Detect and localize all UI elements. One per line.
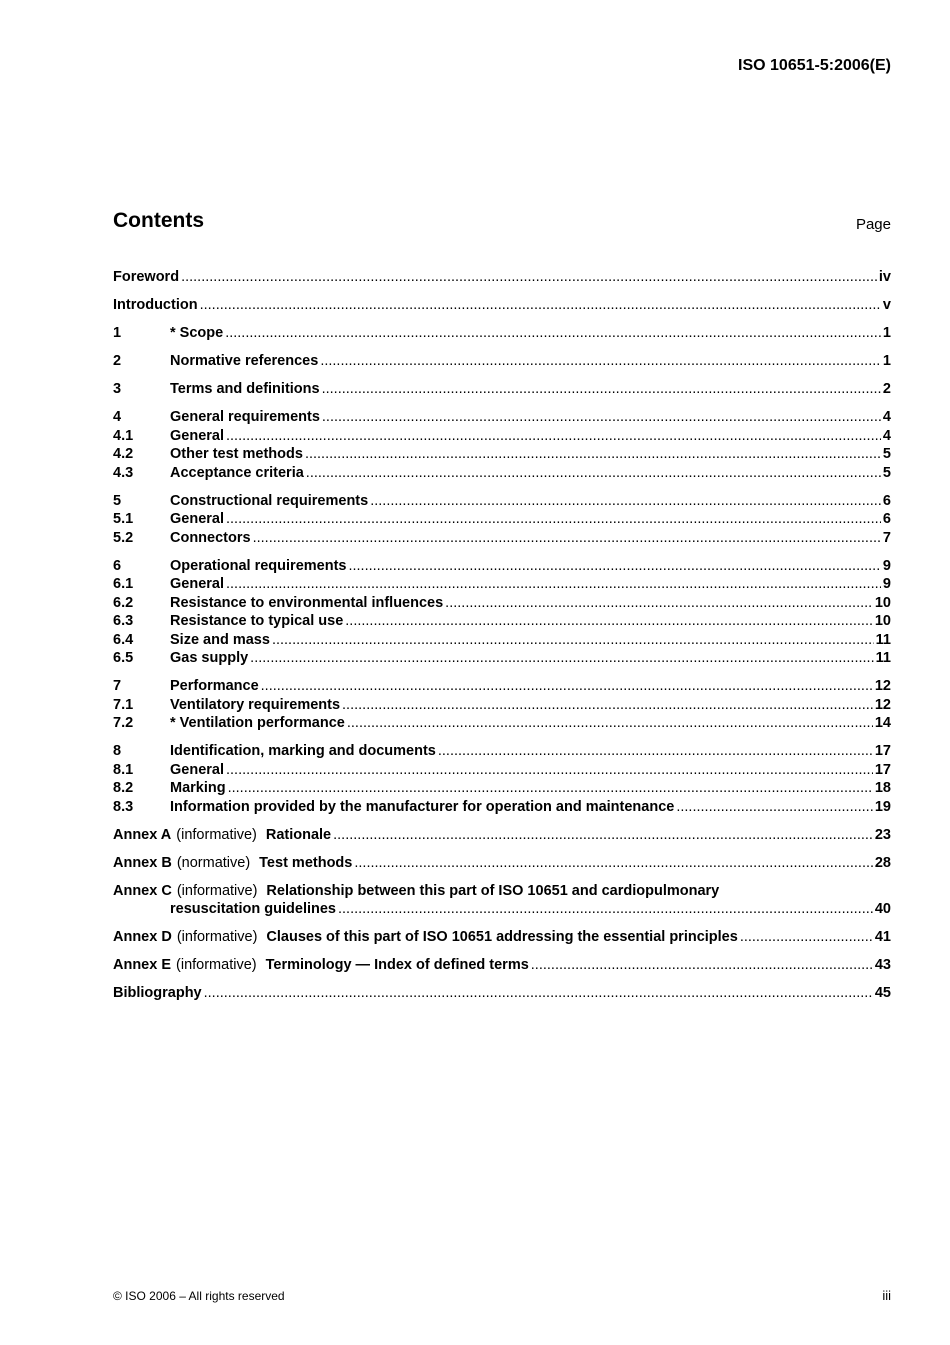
toc-entry-number: 8 xyxy=(113,743,122,759)
annex-entry-continuation[interactable] xyxy=(113,900,891,919)
toc-entry-page: 17 xyxy=(874,743,891,759)
toc-entry-number: 4.1 xyxy=(113,427,134,444)
bibliography-entry[interactable] xyxy=(113,984,891,1003)
toc-entry-page: 10 xyxy=(874,613,891,629)
toc-entry-number: 6.1 xyxy=(113,576,134,592)
toc-entry-number: 7.1 xyxy=(113,696,134,713)
annex-page: 23 xyxy=(874,826,891,843)
toc-entry-page: 12 xyxy=(874,696,891,713)
dot-leader xyxy=(204,984,873,1003)
dot-leader xyxy=(250,649,873,668)
toc-entry-page: 11 xyxy=(875,650,891,666)
page-number: iii xyxy=(882,1288,891,1303)
dot-leader xyxy=(228,779,873,798)
toc-group xyxy=(113,296,891,315)
annex-title: Relationship between this part of ISO 10651 and cardiopulmonary xyxy=(266,882,720,899)
toc-entry-page: 7 xyxy=(882,529,891,546)
toc-entry-title: Performance xyxy=(170,678,259,694)
toc-entry[interactable] xyxy=(113,296,891,315)
toc-group xyxy=(113,380,891,399)
toc-entry-page: 6 xyxy=(882,511,891,527)
toc-entry-title: General xyxy=(170,576,224,592)
toc-group xyxy=(113,408,891,482)
annex-group xyxy=(113,956,891,975)
toc-entry-page: 2 xyxy=(882,381,891,397)
toc-entry-number: 5.2 xyxy=(113,529,134,546)
annex-group xyxy=(113,882,891,919)
dot-leader xyxy=(305,445,881,464)
toc-entry-number: 6 xyxy=(113,557,122,574)
toc-entry-title: General requirements xyxy=(170,409,320,425)
toc-entry[interactable] xyxy=(113,742,891,761)
toc-group xyxy=(113,677,891,733)
annex-entry[interactable] xyxy=(113,956,891,975)
toc-entry-page: 9 xyxy=(882,557,891,574)
toc-entry-page: 6 xyxy=(882,492,891,509)
toc-entry-title: Size and mass xyxy=(170,631,270,648)
table-of-contents xyxy=(113,268,891,1012)
dot-leader xyxy=(322,380,881,399)
toc-entry-page: 18 xyxy=(874,780,891,796)
annex-label: Annex C xyxy=(113,882,172,899)
toc-group xyxy=(113,492,891,548)
annex-page: 43 xyxy=(874,957,891,973)
dot-leader xyxy=(261,677,873,696)
toc-entry[interactable] xyxy=(113,529,891,548)
annex-page: 41 xyxy=(874,929,891,945)
toc-entry[interactable] xyxy=(113,324,891,343)
toc-entry-page: 4 xyxy=(882,409,891,425)
toc-entry-title: Marking xyxy=(170,780,226,796)
toc-entry-number: 4.3 xyxy=(113,464,134,481)
toc-entry-page: 1 xyxy=(882,325,891,341)
toc-entry-number: 8.3 xyxy=(113,798,134,815)
toc-entry-page: 5 xyxy=(882,446,891,462)
dot-leader xyxy=(225,324,881,343)
annex-page: 28 xyxy=(874,854,891,871)
toc-entry[interactable] xyxy=(113,649,891,668)
toc-entry-page: 12 xyxy=(874,678,891,694)
toc-entry-number: 6.2 xyxy=(113,594,134,611)
toc-entry-number: 6.5 xyxy=(113,650,134,666)
dot-leader xyxy=(347,714,873,733)
toc-entry[interactable] xyxy=(113,408,891,427)
toc-entry-page: 10 xyxy=(874,594,891,611)
annex-label: Annex E xyxy=(113,957,172,973)
toc-entry-title: * Ventilation performance xyxy=(170,715,345,731)
toc-entry-number: 4.2 xyxy=(113,446,134,462)
toc-entry[interactable] xyxy=(113,557,891,576)
toc-entry-page: 19 xyxy=(874,798,891,815)
annex-label: Annex B xyxy=(113,854,172,871)
toc-entry-number: 8.1 xyxy=(113,761,134,778)
page-column-label: Page xyxy=(855,216,891,233)
dot-leader xyxy=(676,798,873,817)
toc-entry-title: Other test methods xyxy=(170,446,303,462)
annex-entry[interactable] xyxy=(113,928,891,947)
dot-leader xyxy=(226,761,873,780)
dot-leader xyxy=(338,900,873,919)
annex-title: Rationale xyxy=(265,826,332,843)
toc-entry[interactable] xyxy=(113,352,891,371)
toc-entry-title: General xyxy=(170,511,224,527)
dot-leader xyxy=(445,594,873,613)
toc-entry-title: General xyxy=(170,427,224,444)
toc-entry-title: Resistance to environmental influences xyxy=(170,594,444,611)
toc-entry-page: 1 xyxy=(882,353,891,369)
toc-entry-number: 5.1 xyxy=(113,511,134,527)
toc-entry-title: Resistance to typical use xyxy=(170,613,344,629)
toc-entry-title: Introduction xyxy=(113,297,198,313)
dot-leader xyxy=(348,557,880,576)
dot-leader xyxy=(370,492,881,511)
toc-entry-number: 7.2 xyxy=(113,715,134,731)
toc-entry-title: Acceptance criteria xyxy=(170,464,304,481)
annex-type: (informative) xyxy=(176,957,257,973)
annex-type: (normative) xyxy=(176,854,251,871)
annex-type: (informative) xyxy=(176,929,258,945)
dot-leader xyxy=(226,510,881,529)
toc-entry[interactable] xyxy=(113,268,891,287)
toc-entry-page: 11 xyxy=(875,631,891,648)
dot-leader xyxy=(438,742,873,761)
toc-entry[interactable] xyxy=(113,677,891,696)
dot-leader xyxy=(320,352,881,371)
toc-entry[interactable] xyxy=(113,696,891,715)
annex-entry[interactable] xyxy=(113,882,891,901)
toc-entry-number: 6.3 xyxy=(113,613,134,629)
annex-title: Terminology — Index of defined terms xyxy=(265,957,529,973)
annex-group xyxy=(113,826,891,845)
dot-leader xyxy=(181,268,877,287)
toc-entry-page: 17 xyxy=(874,761,891,778)
toc-entry[interactable] xyxy=(113,779,891,798)
dot-leader xyxy=(200,296,881,315)
document-id: ISO 10651-5:2006(E) xyxy=(738,57,891,74)
dot-leader xyxy=(740,928,873,947)
toc-entry-title: Identification, marking and documents xyxy=(170,743,436,759)
toc-group xyxy=(113,742,891,816)
toc-entry[interactable] xyxy=(113,380,891,399)
annex-label: Annex A xyxy=(113,826,172,843)
toc-entry-number: 5 xyxy=(113,492,122,509)
toc-entry[interactable] xyxy=(113,575,891,594)
toc-entry-title: Terms and definitions xyxy=(170,381,320,397)
toc-entry-page: v xyxy=(882,297,891,313)
toc-entry-title: Foreword xyxy=(113,269,180,285)
dot-leader xyxy=(253,529,881,548)
toc-entry-number: 1 xyxy=(113,325,122,341)
bibliography-title: Bibliography xyxy=(113,985,202,1001)
annex-entry[interactable] xyxy=(113,854,891,873)
annex-group xyxy=(113,928,891,947)
annex-group xyxy=(113,854,891,873)
dot-leader xyxy=(322,408,881,427)
toc-entry-title: * Scope xyxy=(170,325,224,341)
toc-entry-number: 8.2 xyxy=(113,780,134,796)
annex-title: Clauses of this part of ISO 10651 addressing the essential principles xyxy=(266,929,738,945)
dot-leader xyxy=(345,612,873,631)
dot-leader xyxy=(531,956,873,975)
toc-entry[interactable] xyxy=(113,464,891,483)
toc-entry[interactable] xyxy=(113,612,891,631)
copyright-notice: © ISO 2006 – All rights reserved xyxy=(113,1289,285,1303)
toc-entry-number: 7 xyxy=(113,678,122,694)
toc-entry[interactable] xyxy=(113,714,891,733)
annex-title: Test methods xyxy=(259,854,353,871)
toc-entry[interactable] xyxy=(113,631,891,650)
toc-entry-title: General xyxy=(170,761,224,778)
toc-entry-page: iv xyxy=(878,269,891,285)
toc-entry[interactable] xyxy=(113,492,891,511)
toc-entry[interactable] xyxy=(113,594,891,613)
toc-entry[interactable] xyxy=(113,427,891,446)
toc-entry-page: 9 xyxy=(882,576,891,592)
toc-entry-page: 4 xyxy=(882,427,891,444)
toc-entry[interactable] xyxy=(113,445,891,464)
toc-group xyxy=(113,352,891,371)
toc-entry-number: 4 xyxy=(113,409,122,425)
toc-entry-number: 6.4 xyxy=(113,631,134,648)
annex-page: 40 xyxy=(874,901,891,917)
toc-entry-title: Ventilatory requirements xyxy=(170,696,341,713)
annex-type: (informative) xyxy=(176,882,258,899)
toc-entry-title: Constructional requirements xyxy=(170,492,369,509)
dot-leader xyxy=(306,464,881,483)
toc-entry-title: Information provided by the manufacturer for operation and maintenance xyxy=(170,798,675,815)
dot-leader xyxy=(354,854,873,873)
toc-entry[interactable] xyxy=(113,510,891,529)
dot-leader xyxy=(226,427,881,446)
dot-leader xyxy=(226,575,881,594)
toc-entry-title: Normative references xyxy=(170,353,319,369)
dot-leader xyxy=(272,631,874,650)
toc-entry-title: Connectors xyxy=(170,529,251,546)
toc-entry-page: 14 xyxy=(874,715,891,731)
toc-group xyxy=(113,557,891,668)
annex-title-continuation: resuscitation guidelines xyxy=(170,901,336,917)
toc-entry-page: 5 xyxy=(882,464,891,481)
annex-label: Annex D xyxy=(113,929,172,945)
toc-entry-title: Gas supply xyxy=(170,650,249,666)
toc-entry[interactable] xyxy=(113,761,891,780)
toc-entry-title: Operational requirements xyxy=(170,557,347,574)
toc-entry-number: 3 xyxy=(113,381,122,397)
dot-leader xyxy=(333,826,873,845)
bibliography-page: 45 xyxy=(874,985,891,1001)
toc-entry[interactable] xyxy=(113,798,891,817)
toc-group xyxy=(113,324,891,343)
annex-entry[interactable] xyxy=(113,826,891,845)
toc-entry-number: 2 xyxy=(113,353,122,369)
toc-group xyxy=(113,268,891,287)
page-title: Contents xyxy=(113,209,204,232)
dot-leader xyxy=(342,696,873,715)
bibliography-group xyxy=(113,984,891,1003)
annex-type: (informative) xyxy=(176,826,257,843)
